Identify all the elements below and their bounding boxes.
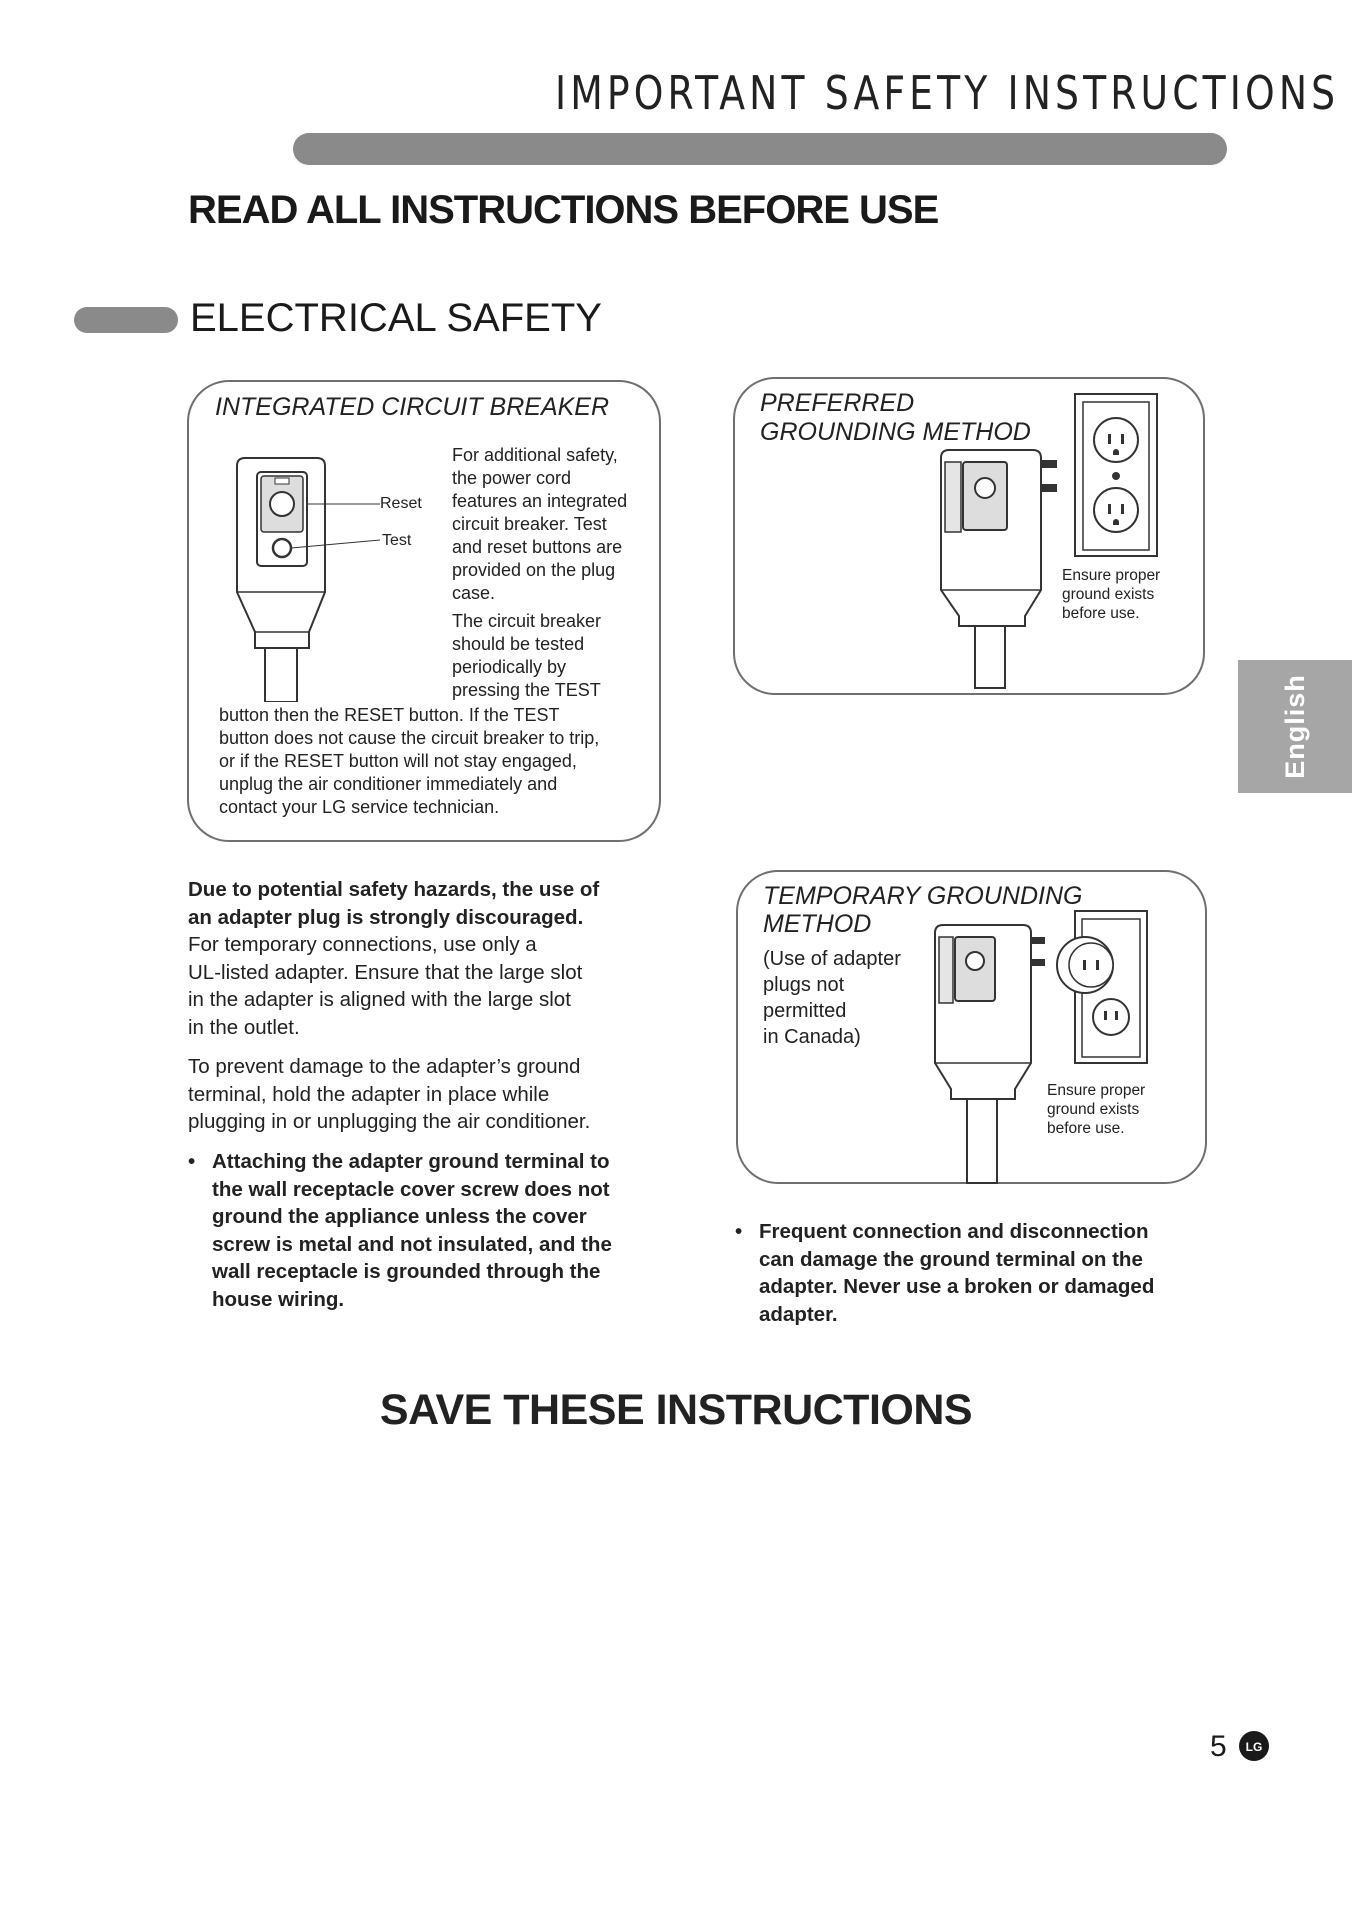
reset-label: Reset xyxy=(380,495,422,512)
right-bullet xyxy=(735,1218,1154,1328)
warning-line: Due to potential safety hazards, the use of xyxy=(188,878,600,901)
breaker-text-right xyxy=(452,444,627,702)
bullet-line: ground the appliance unless the cover xyxy=(212,1205,587,1228)
preferred-plug-illustration xyxy=(935,390,1165,690)
breaker-line: should be tested xyxy=(452,634,585,654)
note-line: (Use of adapter xyxy=(763,948,901,970)
left-body-text xyxy=(188,876,599,1136)
bullet-line: house wiring. xyxy=(212,1287,345,1311)
bullet-line: the wall receptacle cover screw does not xyxy=(212,1177,610,1201)
section-marker xyxy=(74,307,178,333)
body-line: in the adapter is aligned with the large slot xyxy=(188,988,571,1011)
breaker-box-title: INTEGRATED CIRCUIT BREAKER xyxy=(215,393,610,421)
note-line: in Canada) xyxy=(763,1026,861,1048)
note-line: plugs not xyxy=(763,974,845,996)
breaker-plug-illustration xyxy=(225,452,425,702)
breaker-text-bottom xyxy=(219,704,599,819)
body-line: terminal, hold the adapter in place while xyxy=(188,1082,550,1106)
caption-line: Ensure proper xyxy=(1047,1082,1146,1099)
bullet-line: Attaching the adapter ground terminal to xyxy=(212,1150,610,1173)
bullet-dot: • xyxy=(735,1220,743,1243)
bullet-line: screw is metal and not insulated, and the xyxy=(212,1232,612,1256)
breaker-line: and reset buttons are xyxy=(452,537,623,557)
breaker-line: or if the RESET button will not stay engaged, xyxy=(219,751,577,771)
breaker-line: The circuit breaker xyxy=(452,611,602,631)
body-line: in the outlet. xyxy=(188,1015,300,1039)
header-bar xyxy=(293,133,1227,165)
body-line: plugging in or unplugging the air conditioner. xyxy=(188,1110,591,1133)
breaker-line: periodically by xyxy=(452,657,567,677)
temporary-note xyxy=(763,946,901,1050)
breaker-line: features an integrated xyxy=(452,491,628,511)
bullet-line: Frequent connection and disconnection xyxy=(759,1220,1149,1243)
preferred-caption xyxy=(1062,566,1160,623)
section-title: ELECTRICAL SAFETY xyxy=(190,296,602,340)
temporary-plug-illustration xyxy=(925,905,1155,1185)
bullet-line: wall receptacle is grounded through the xyxy=(212,1260,601,1283)
body-line: To prevent damage to the adapter’s ground xyxy=(188,1055,581,1078)
breaker-line: contact your LG service technician. xyxy=(219,797,500,817)
breaker-line: unplug the air conditioner immediately and xyxy=(219,774,558,794)
breaker-line: button does not cause the circuit breaker to trip, xyxy=(219,728,600,748)
lg-logo-icon xyxy=(1238,1730,1270,1762)
test-label: Test xyxy=(382,532,412,549)
breaker-line: case. xyxy=(452,583,496,603)
breaker-line: provided on the plug xyxy=(452,560,616,580)
temporary-box-title-1: TEMPORARY GROUNDING xyxy=(763,882,1083,910)
body-line: For temporary connections, use only a xyxy=(188,933,537,956)
bullet-line: adapter. xyxy=(759,1302,838,1326)
caption-line: ground exists xyxy=(1062,586,1155,603)
warning-line: an adapter plug is strongly discouraged. xyxy=(188,905,584,929)
save-instructions-heading: SAVE THESE INSTRUCTIONS xyxy=(379,1386,973,1434)
page-number: 5 xyxy=(1210,1730,1227,1763)
language-tab-label-wrap xyxy=(1238,660,1352,793)
breaker-line: circuit breaker. Test xyxy=(452,514,607,534)
read-all-heading: READ ALL INSTRUCTIONS BEFORE USE xyxy=(188,188,939,232)
caption-line: Ensure proper xyxy=(1062,567,1161,584)
temporary-box-title-2: METHOD xyxy=(763,910,872,938)
bullet-dot: • xyxy=(188,1150,196,1173)
preferred-box-title-1: PREFERRED xyxy=(760,389,915,417)
caption-line: ground exists xyxy=(1047,1101,1140,1118)
breaker-line: For additional safety, xyxy=(452,445,618,465)
preferred-box-title-2: GROUNDING METHOD xyxy=(760,418,1031,446)
caption-line: before use. xyxy=(1062,605,1140,622)
bullet-line: can damage the ground terminal on the xyxy=(759,1247,1143,1271)
breaker-line: pressing the TEST xyxy=(452,680,601,700)
caption-line: before use. xyxy=(1047,1120,1125,1137)
body-line: UL-listed adapter. Ensure that the large slot xyxy=(188,960,583,984)
lg-logo-text: LG xyxy=(1245,1740,1263,1754)
breaker-line: the power cord xyxy=(452,468,572,488)
breaker-line: button then the RESET button. If the TEST xyxy=(219,705,560,725)
language-tab-label: English xyxy=(1279,674,1310,779)
left-bullet xyxy=(188,1148,612,1313)
page-header-title: IMPORTANT SAFETY INSTRUCTIONS xyxy=(555,66,1340,120)
bullet-line: adapter. Never use a broken or damaged xyxy=(759,1275,1155,1298)
note-line: permitted xyxy=(763,1000,847,1022)
temporary-caption xyxy=(1047,1081,1145,1138)
